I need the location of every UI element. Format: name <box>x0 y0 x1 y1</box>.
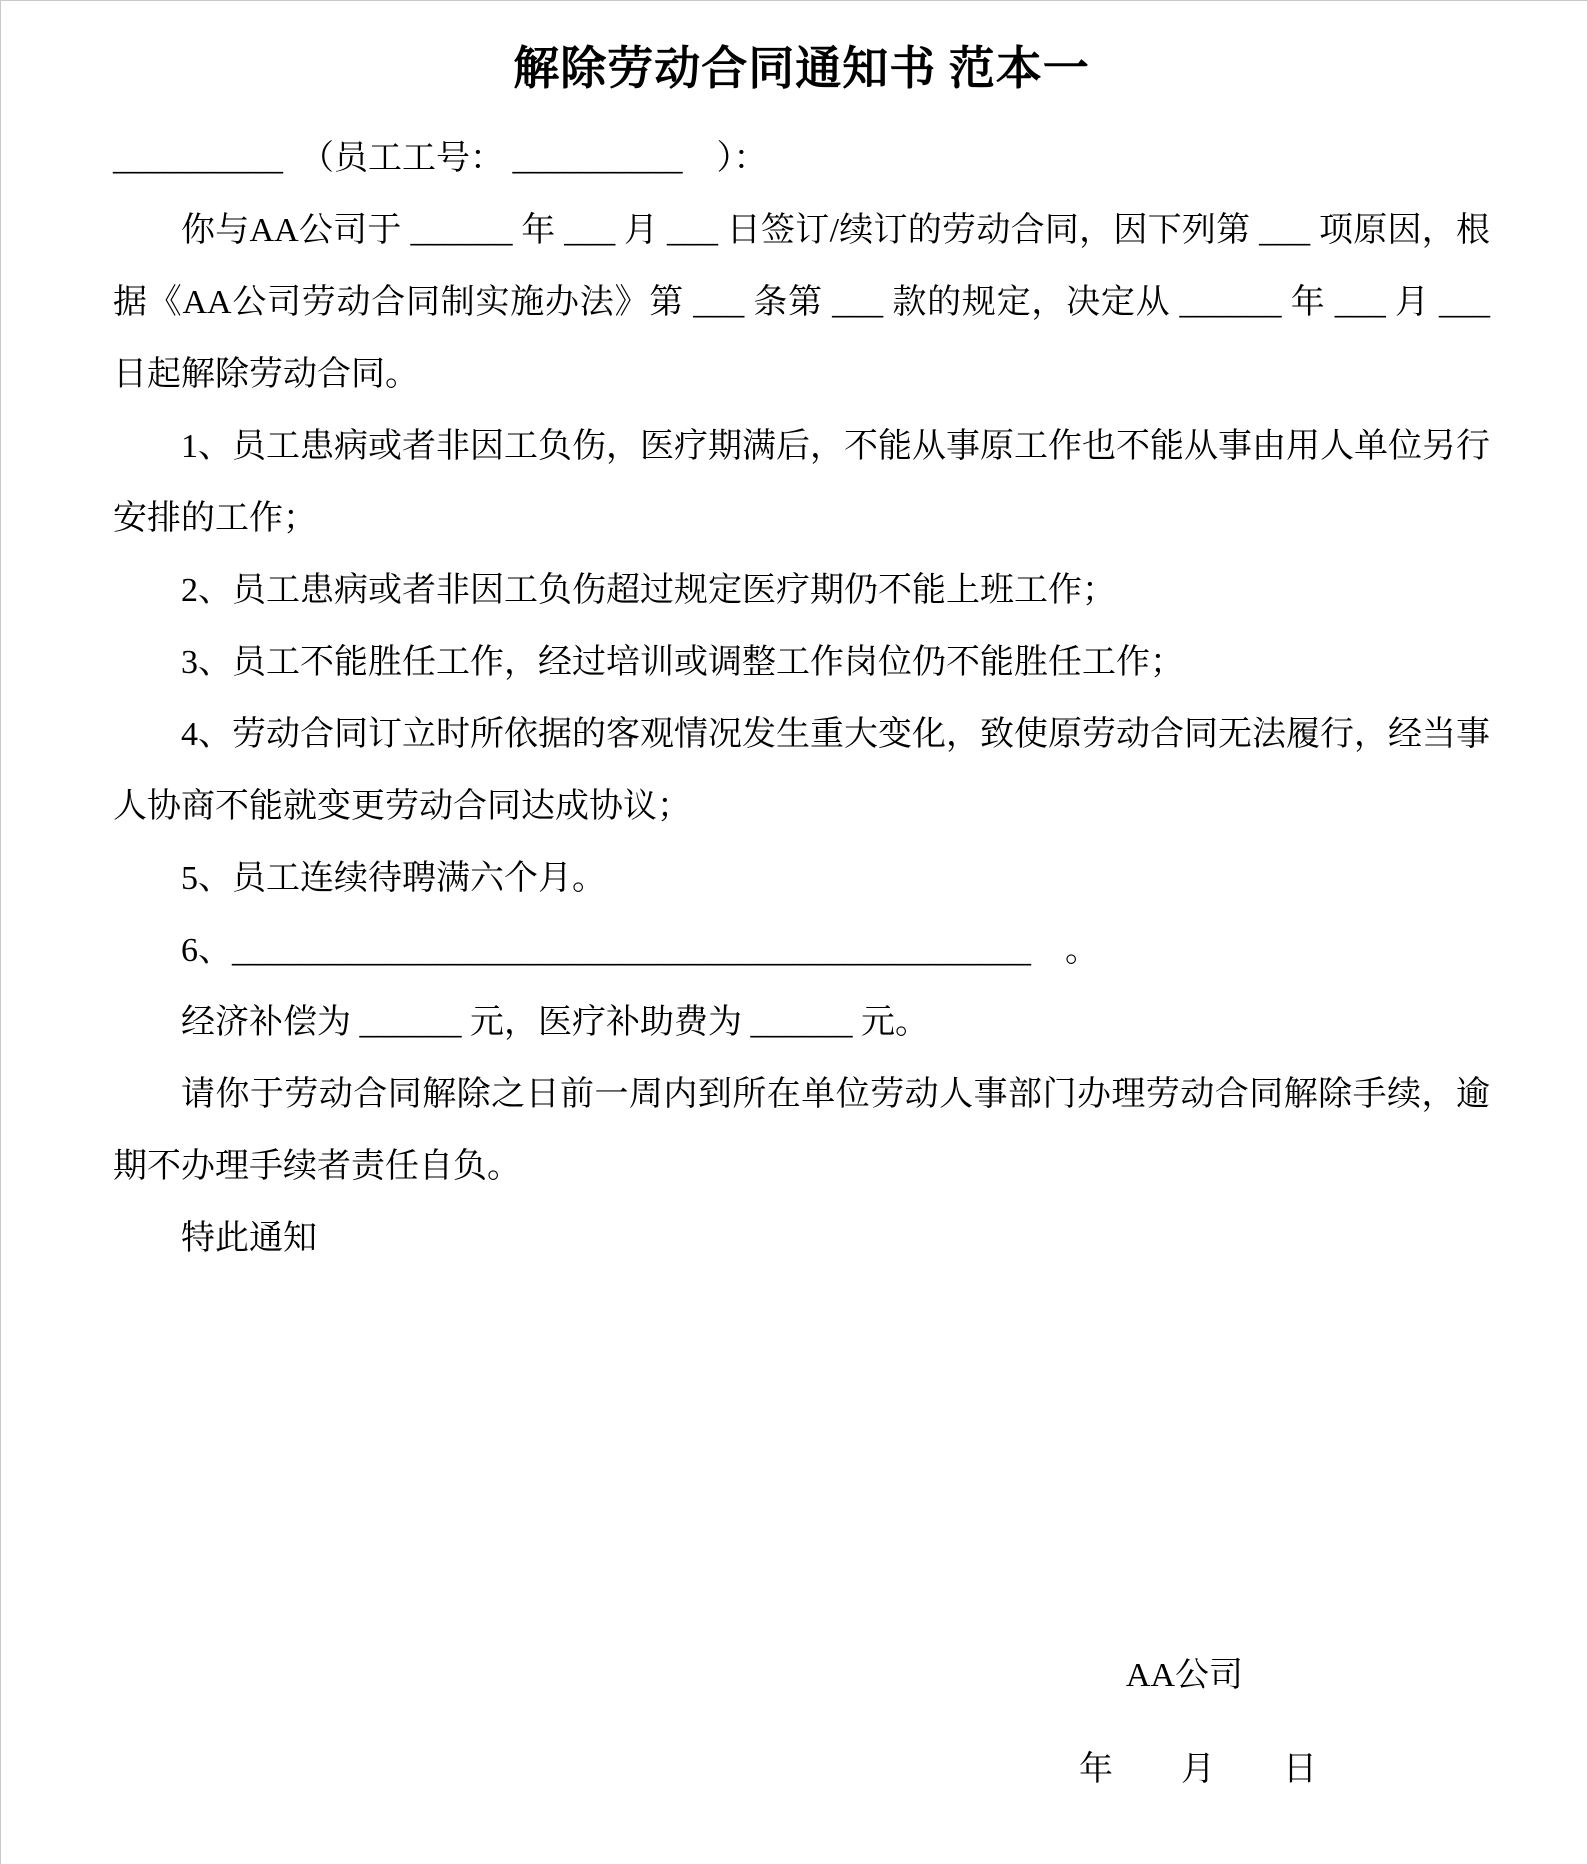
reason-item-1: 1、员工患病或者非因工负伤，医疗期满后，不能从事原工作也不能从事由用人单位另行安排的工作； <box>113 428 1490 537</box>
reason-item-4: 4、劳动合同订立时所依据的客观情况发生重大变化，致使原劳动合同无法履行，经当事人协商不能就变更劳动合同达成协议； <box>113 716 1490 825</box>
reason-item-5: 5、员工连续待聘满六个月。 <box>181 860 606 897</box>
reason-item-6-blank-line: 6、_______________________________________________ 。 <box>181 932 1099 969</box>
company-signature: AA公司 <box>1125 1657 1243 1694</box>
document-page <box>1 1 1587 1864</box>
signature-block <box>113 1640 1490 1806</box>
document-title: 解除劳动合同通知书 范本一 <box>513 43 1090 94</box>
procedure-paragraph: 请你于劳动合同解除之日前一周内到所在单位劳动人事部门办理劳动合同解除手续，逾期不办理手续者责任自负。 <box>113 1076 1490 1185</box>
intro-paragraph: 你与AA公司于 ______ 年 ___ 月 ___ 日签订/续订的劳动合同，因下列第 ___ 项原因，根据《AA公司劳动合同制实施办法》第 ___ 条第 ___ 款的规定，决定从 ______ 年 ___ 月 ___ 日起解除劳动合同。 <box>113 212 1490 393</box>
signature-date-line: 年 月 日 <box>1079 1751 1317 1788</box>
notice-closing: 特此通知 <box>181 1220 317 1257</box>
reason-item-2: 2、员工患病或者非因工负伤超过规定医疗期仍不能上班工作； <box>181 572 1116 609</box>
compensation-line: 经济补偿为 ______ 元，医疗补助费为 ______ 元。 <box>181 1004 929 1041</box>
reason-item-3: 3、员工不能胜任工作，经过培训或调整工作岗位仍不能胜任工作； <box>181 644 1184 681</box>
salutation-line: __________ （员工工号： __________ ）： <box>113 140 768 177</box>
